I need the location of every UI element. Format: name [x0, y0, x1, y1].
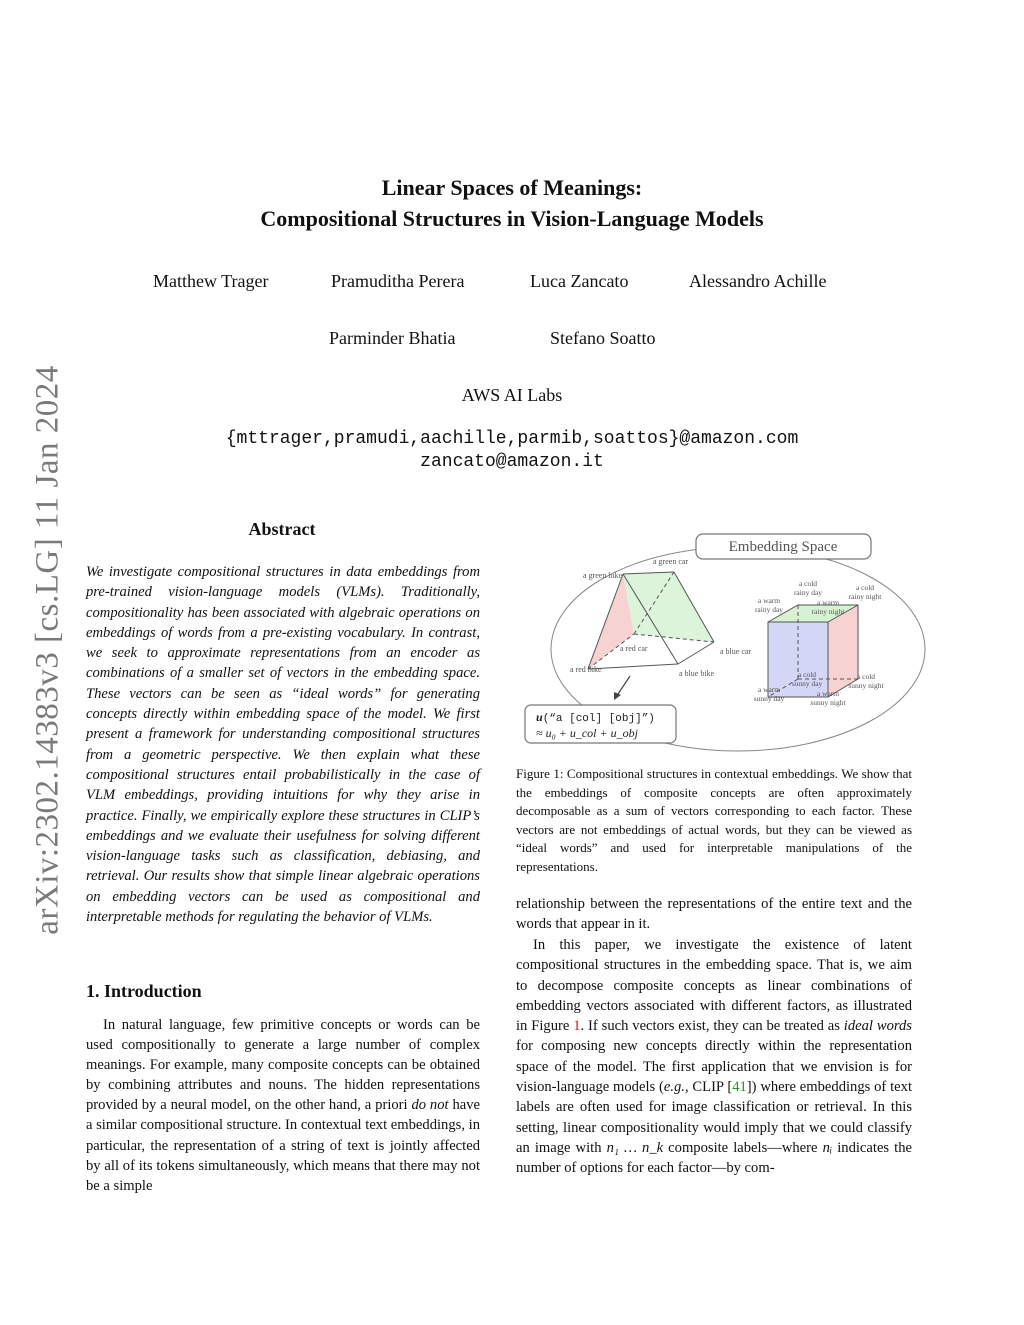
abstract-heading: Abstract [248, 519, 316, 539]
label-red-bike: a red bike [570, 665, 602, 674]
label-warm-sunny-night: a warm sunny night [810, 689, 846, 707]
ideal-words-emphasis: ideal words [843, 1018, 912, 1035]
formula-line-1: u(“a [col] [obj]”) [536, 710, 655, 725]
label-cold-rainy-night: a cold rainy night [848, 583, 882, 601]
label-cold-sunny-night: a cold sunny night [848, 672, 884, 690]
math-n: n₁ … n_k [606, 1139, 664, 1156]
para-text: composite labels—where [663, 1139, 823, 1156]
green-face [623, 572, 714, 642]
author-6: Stefano Soatto [550, 328, 656, 348]
label-cold-sunny-day: a cold sunny day [791, 670, 823, 688]
caption-label: Figure 1: [516, 766, 564, 781]
label-blue-bike: a blue bike [679, 669, 715, 678]
abstract-text: We investigate compositional structures in data embeddings from pre-trained vision-language models (VLMs). Traditionally, compositionality has been associated with algebraic operations on embeddings of words from a pre-existing vocabulary. In contrast, we seek to approximate representations from an encoder as combinations of a smaller set of vectors in the embedding space. These vectors can be seen as “ideal words” for generating concepts directly within embedding space of the model. We first present a framework for understanding compositional structures from a geometric perspective. We then explain what these compositional structures entail probabilistically in the case of VLM embeddings, providing intuitions for why they arise in practice. Finally, we empirically explore these structures in CLIP’s embeddings and we evaluate their usefulness for solving different vision-language tasks such as classification, debiasing, and retrieval. Our results show that simple linear algebraic operations on embedding vectors can be used as compositional and interpretable methods for regulating the behavior of VLMs. [86, 564, 480, 926]
intro-emphasis: do not [411, 1097, 449, 1114]
intro-text-b: have a similar compositional structure. In contextual text embeddings, in particular, the representation of a string of text is jointly affected by all of its tokens simultaneously, which means that there may not be a simple [86, 1097, 480, 1194]
label-red-car: a red car [620, 644, 648, 653]
figure-1-caption [516, 765, 912, 877]
embedding-space-title: Embedding Space [728, 539, 838, 555]
edge [678, 642, 714, 664]
para-text: . If such vectors exist, they can be treated as [580, 1018, 844, 1035]
intro-paragraph [86, 1015, 480, 1196]
figure-1-diagram [536, 522, 928, 754]
arxiv-id: arXiv:2302.14383v3 [cs.LG] 11 Jan 2024 [29, 365, 66, 935]
title-line-1: Linear Spaces of Meanings: [381, 175, 643, 200]
right-column-paragraph [516, 935, 912, 1179]
label-cold-rainy-day: a cold rainy day [793, 579, 823, 597]
caption-text: Compositional structures in contextual embeddings. We show that the embeddings of composite concepts are often approximately decomposable as a sum of vectors corresponding to each factor. These vectors are not embeddings of actual words, but they can be viewed as “ideal words” and used for interpretable manipulations of the representations. [516, 766, 912, 874]
intro-text-a: In natural language, few primitive concepts or words can be used compositionally to generate a large number of complex meanings. For example, many composite concepts can be obtained by combining attributes and nouns. The hidden representations provided by a neural model, on the other hand, a priori [86, 1017, 480, 1114]
label-blue-car: a blue car [720, 647, 752, 656]
label-green-car: a green car [653, 557, 689, 566]
para-text: , CLIP [ [684, 1079, 733, 1096]
para-text: ]) where embeddings of text labels are often used for image classification or retrieval. In this setting, linear compositionality would imply that we could classify an image with [516, 1079, 912, 1156]
title-line-2: Compositional Structures in Vision-Language Models [260, 206, 764, 231]
figure-ref-link[interactable]: 1 [573, 1018, 581, 1035]
label-warm-rainy-night: a warm rainy night [811, 598, 845, 616]
para-text: In this paper, we investigate the existence of latent compositional structures in the embedding space. That is, we aim to decompose composite concepts as linear combinations of embedding vectors associated with different factors, as illustrated in Figure [516, 937, 912, 1035]
paper-title [0, 172, 1024, 234]
intro-heading: 1. Introduction [86, 981, 202, 1001]
label-warm-sunny-day: a warm sunny day [753, 685, 785, 703]
right-column-continuation: relationship between the representations of the entire text and the words that appear in it. [516, 896, 912, 933]
email-line-2: zancato@amazon.it [420, 452, 604, 472]
eg-emphasis: e.g. [663, 1079, 685, 1096]
para-text: for composing new concepts directly within the representation space of the model. The first application that we envision is for vision-language models ( [516, 1038, 912, 1096]
author-3: Luca Zancato [530, 271, 629, 291]
math-ni: nᵢ [822, 1139, 833, 1156]
label-warm-rainy-day: a warm rainy day [754, 596, 784, 614]
author-4: Alessandro Achille [689, 271, 827, 291]
author-5: Parminder Bhatia [329, 328, 456, 348]
para-text: indicates the number of options for each factor—by com- [516, 1139, 912, 1177]
arrow-head [614, 692, 621, 700]
author-1: Matthew Trager [153, 271, 269, 291]
arrow-line [618, 676, 630, 694]
affiliation: AWS AI Labs [461, 385, 563, 405]
author-2: Pramuditha Perera [331, 271, 465, 291]
citation-link[interactable]: 41 [732, 1079, 747, 1096]
email-line-1: {mttrager,pramudi,aachille,parmib,soattos}@amazon.com [225, 429, 799, 449]
formula-line-2: ≈ u₀ + u_col + u_obj [536, 726, 638, 740]
label-green-bike: a green bike [583, 571, 623, 580]
